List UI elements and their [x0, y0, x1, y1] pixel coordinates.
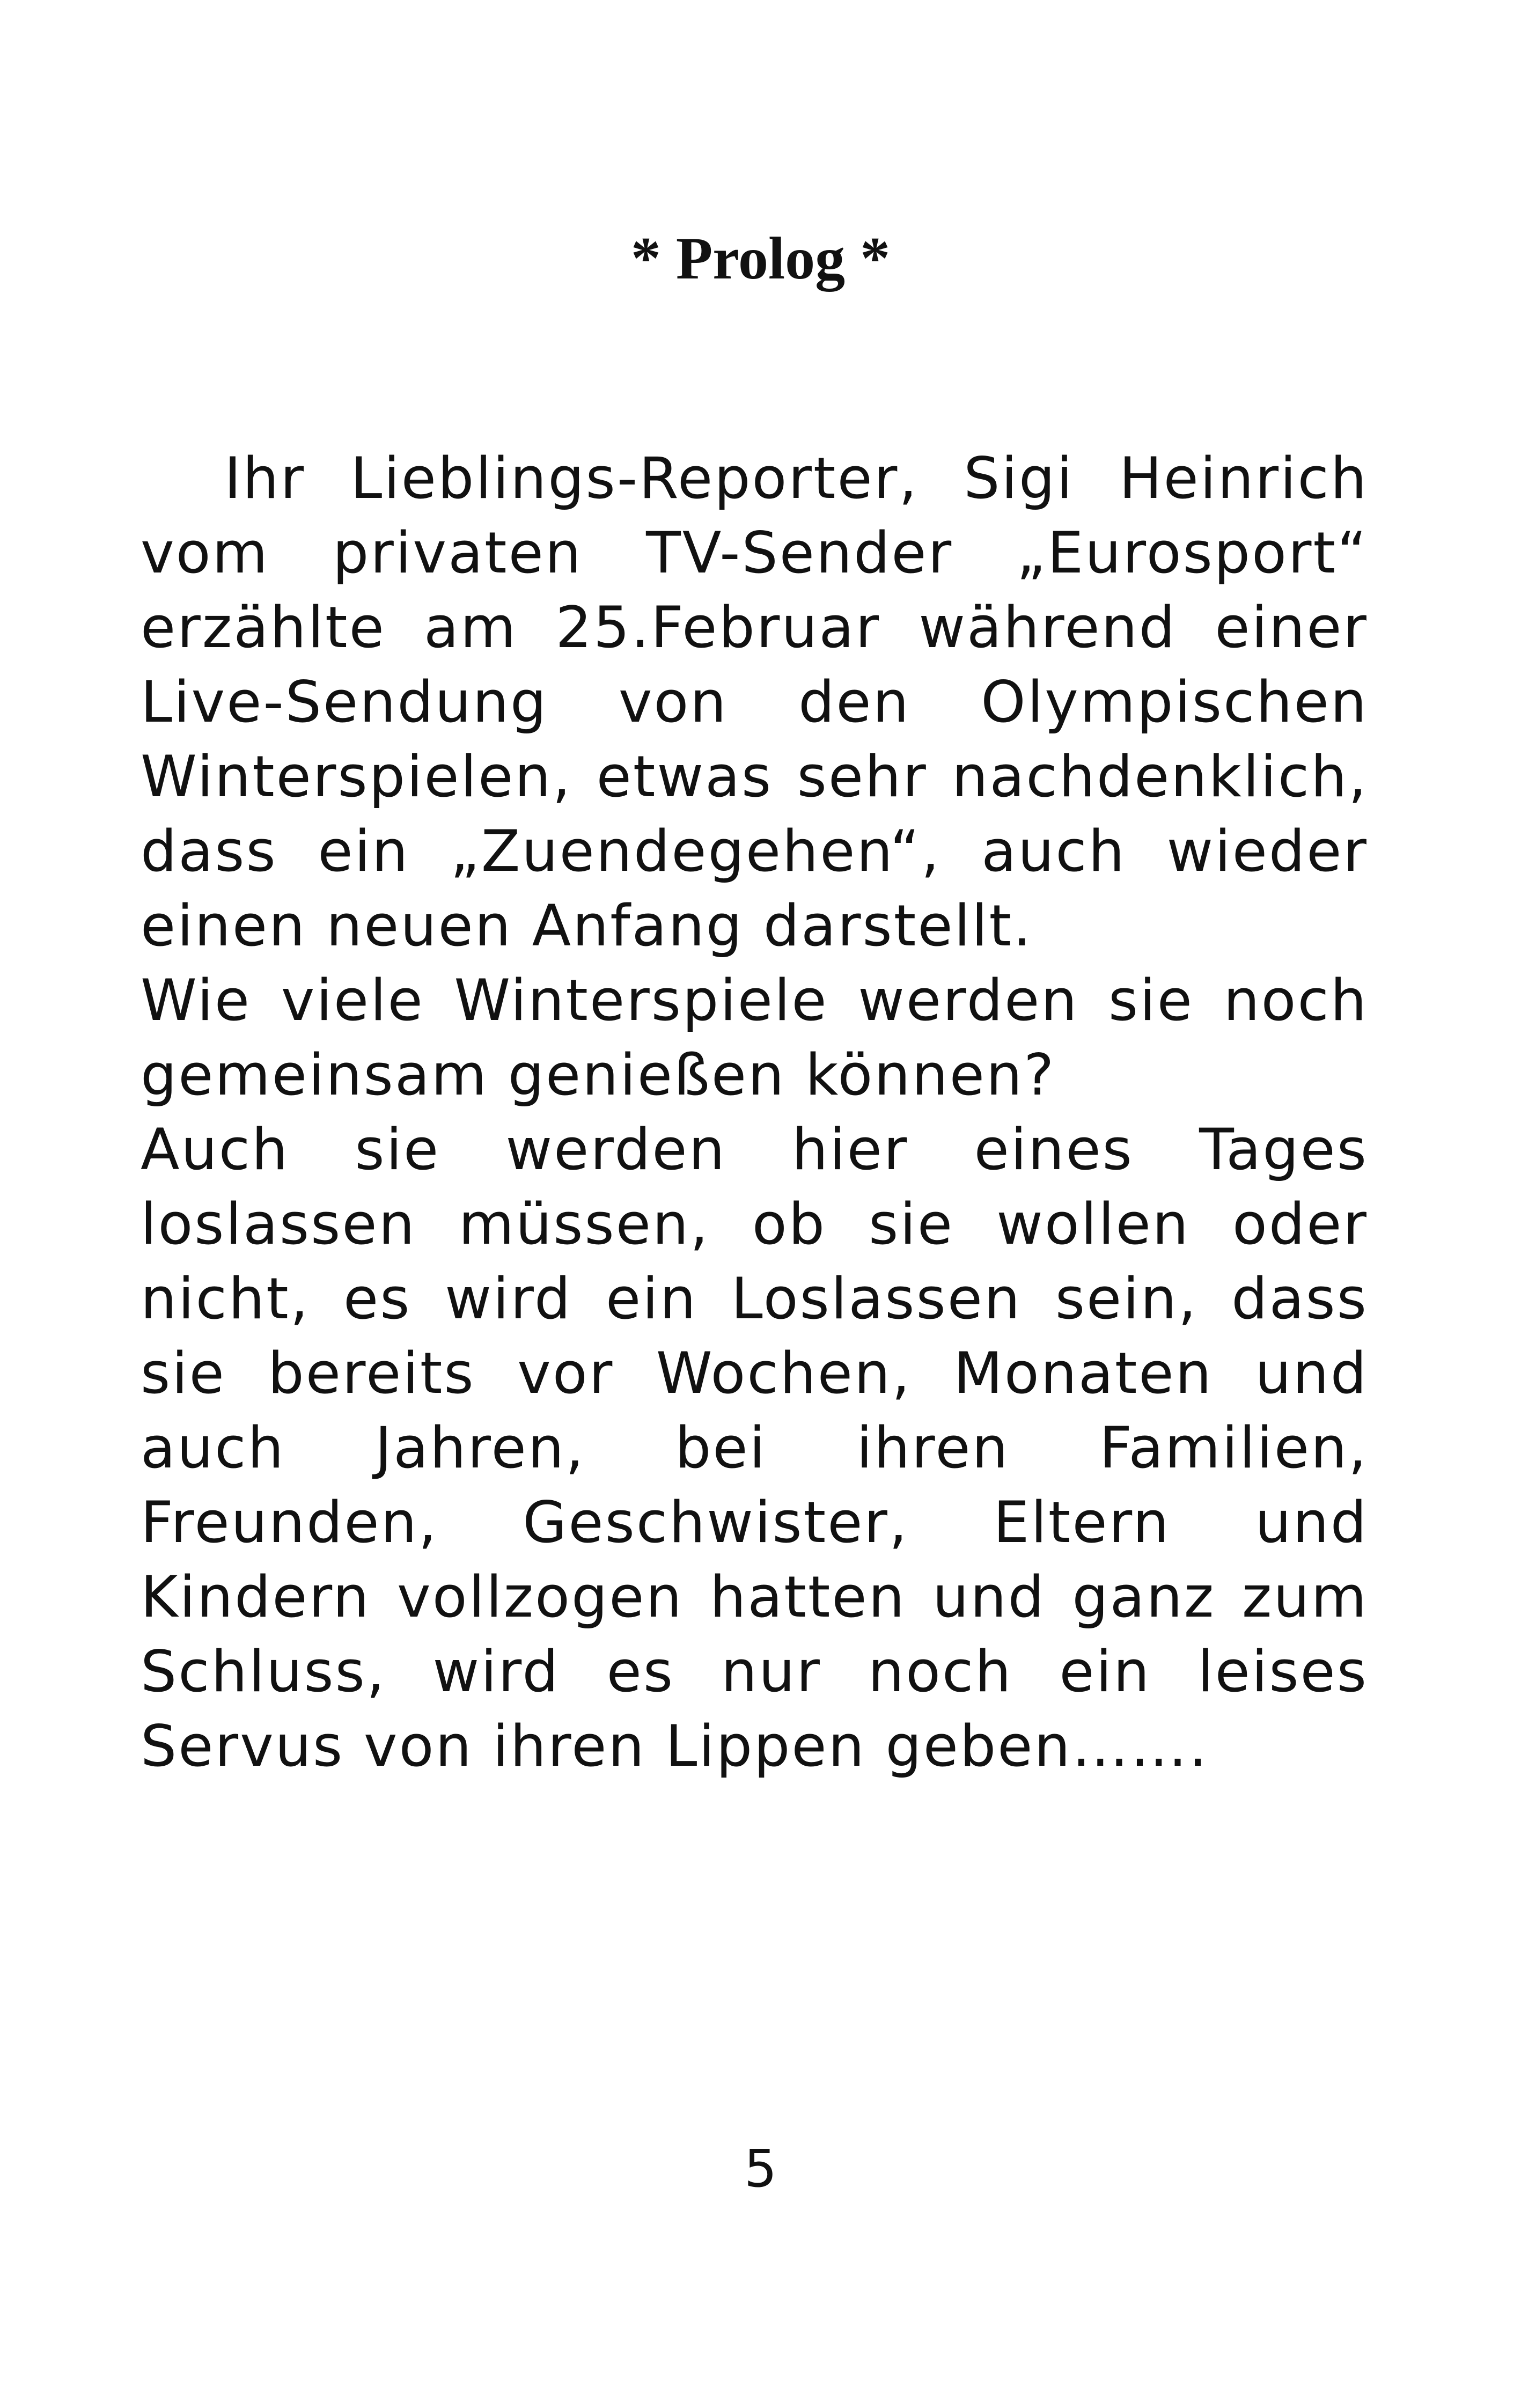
- paragraph-3: Auch sie werden hier eines Tages loslassen müssen, ob sie wollen oder nicht, es wird ein Loslassen sein, dass sie bereits vor Wochen, Monaten und auch Jahren, bei ihren Familien, Freunden, Geschwister, Eltern und Kindern vollzogen hatten und ganz zum Schluss, wird es nur noch ein leises Servus von ihren Lippen geben…….: [141, 1117, 1368, 1779]
- chapter-title: * Prolog *: [630, 225, 891, 292]
- body-text: [141, 441, 1368, 1783]
- paragraph-2: Wie viele Winterspiele werden sie noch gemeinsam genießen können?: [141, 967, 1368, 1108]
- paragraph-1: Ihr Lieblings-Reporter, Sigi Heinrich vom privaten TV-Sender „Eurosport“ erzählte am 25.Februar während einer Live-Sendung von den Olympischen Winterspielen, etwas sehr nachdenklich, dass ein „Zuendegehen“, auch wieder einen neuen Anfang darstellt.: [141, 445, 1368, 959]
- page-number: 5: [744, 2139, 777, 2199]
